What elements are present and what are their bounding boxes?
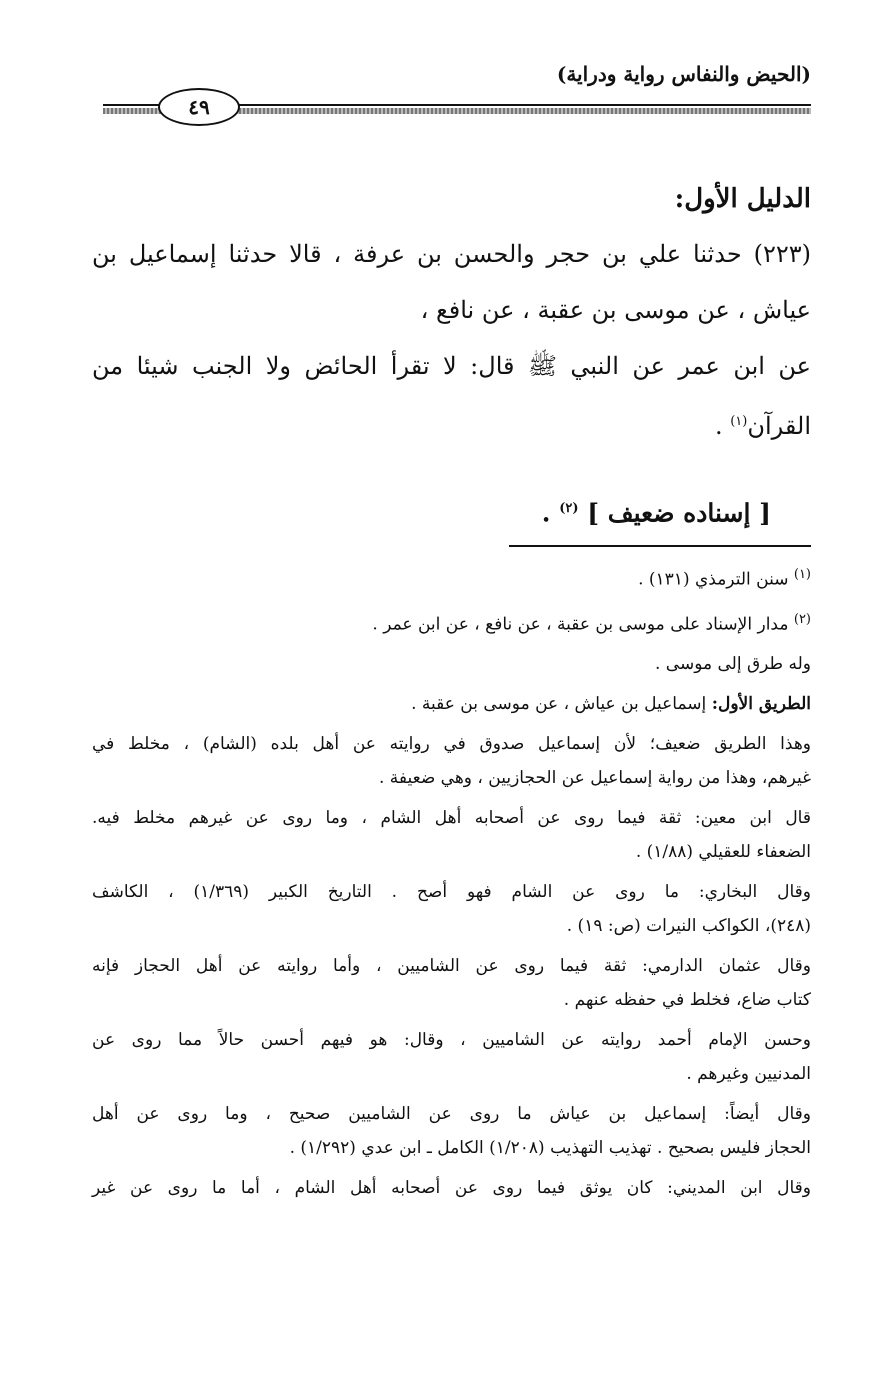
footnote-ref-2[interactable]: (٢) [559,501,579,516]
footnote-1-text: سنن الترمذي (١٣١) . [638,569,794,590]
footnote-separator [509,545,811,547]
footnote-2-text: مدار الإسناد على موسى بن عقبة ، عن نافع ، عن ابن عمر . [372,614,794,635]
footnote-ref-1[interactable]: (١) [730,414,748,429]
footnote-line [92,687,811,721]
hadith-line-end: . [714,412,731,440]
footnote-line: وله طرق إلى موسى . [655,654,811,675]
isnad-grade [92,479,771,543]
running-title: (الحيض والنفاس رواية ودراية) [556,62,811,86]
footnote-line: قال ابن معين: ثقة فيما روى عن أصحابه أهل الشام ، وما روى عن غيرهم مخلط فيه. [92,808,811,829]
footnote-line: وهذا الطريق ضعيف؛ لأن إسماعيل صدوق في روايته عن أهل بلده (الشام) ، مخلط في [92,734,811,755]
section-heading: الدليل الأول: [674,184,811,214]
footnote-line: وقال ابن المديني: كان يوثق فيما روى عن أصحابه أهل الشام ، أما ما روى عن غير [92,1178,811,1199]
grade-bracket-open: [ [750,498,771,528]
footnote-line: (٢٤٨)، الكواكب النيرات (ص: ١٩) . [566,916,811,937]
grade-text: إسناده ضعيف [607,498,751,528]
footnotes [92,558,811,1205]
grade-end: . [541,498,560,528]
hadith-line: (٢٢٣) حدثنا علي بن حجر والحسن بن عرفة ، قالا حدثنا إسماعيل بن [92,240,811,268]
footnote-line: المدنيين وغيرهم . [686,1064,811,1085]
footnote-line: الحجاز فليس بصحيح . تهذيب التهذيب (١/٢٠٨) الكامل ـ ابن عدي (١/٢٩٢) . [289,1138,811,1159]
hadith-line: عياش ، عن موسى بن عقبة ، عن نافع ، [420,296,811,324]
page-number-text: ٤٩ [188,95,210,119]
footnote-mark-2: (٢) [793,611,811,627]
footnote-line: كتاب ضاع، فخلط في حفظه عنهم . [563,990,811,1011]
route-text: إسماعيل بن عياش ، عن موسى بن عقبة . [411,694,712,715]
page-number [158,88,240,126]
hadith-line: عن ابن عمر عن النبي ﷺ قال: لا تقرأ الحائض ولا الجنب شيئا من [92,352,811,380]
footnote-line: وقال البخاري: ما روى عن الشام فهو أصح . التاريخ الكبير (١/٣٦٩) ، الكاشف [92,882,811,903]
footnote-line: وقال عثمان الدارمي: ثقة فيما روى عن الشاميين ، وأما روايته عن أهل الحجاز فإنه [92,956,811,977]
footnote-1 [92,558,811,597]
hadith-line [92,394,811,454]
footnote-mark-1: (١) [793,567,811,582]
footnote-line: وقال أيضاً: إسماعيل بن عياش ما روى عن الشاميين صحيح ، وما روى عن أهل [92,1104,811,1125]
grade-bracket-close: ] [587,498,608,528]
footnote-line: غيرهم، وهذا من رواية إسماعيل عن الحجازيين ، وهي ضعيفة . [378,768,811,789]
footnote-2 [92,603,811,642]
route-label: الطريق الأول: [711,694,811,715]
footnote-line: الضعفاء للعقيلي (١/٨٨) . [635,842,811,863]
main-text [92,172,811,568]
footnote-line: وحسن الإمام أحمد روايته عن الشاميين ، وقال: هو فيهم أحسن حالاً مما روى عن [92,1030,812,1051]
hadith-line-text: القرآن [747,412,811,440]
